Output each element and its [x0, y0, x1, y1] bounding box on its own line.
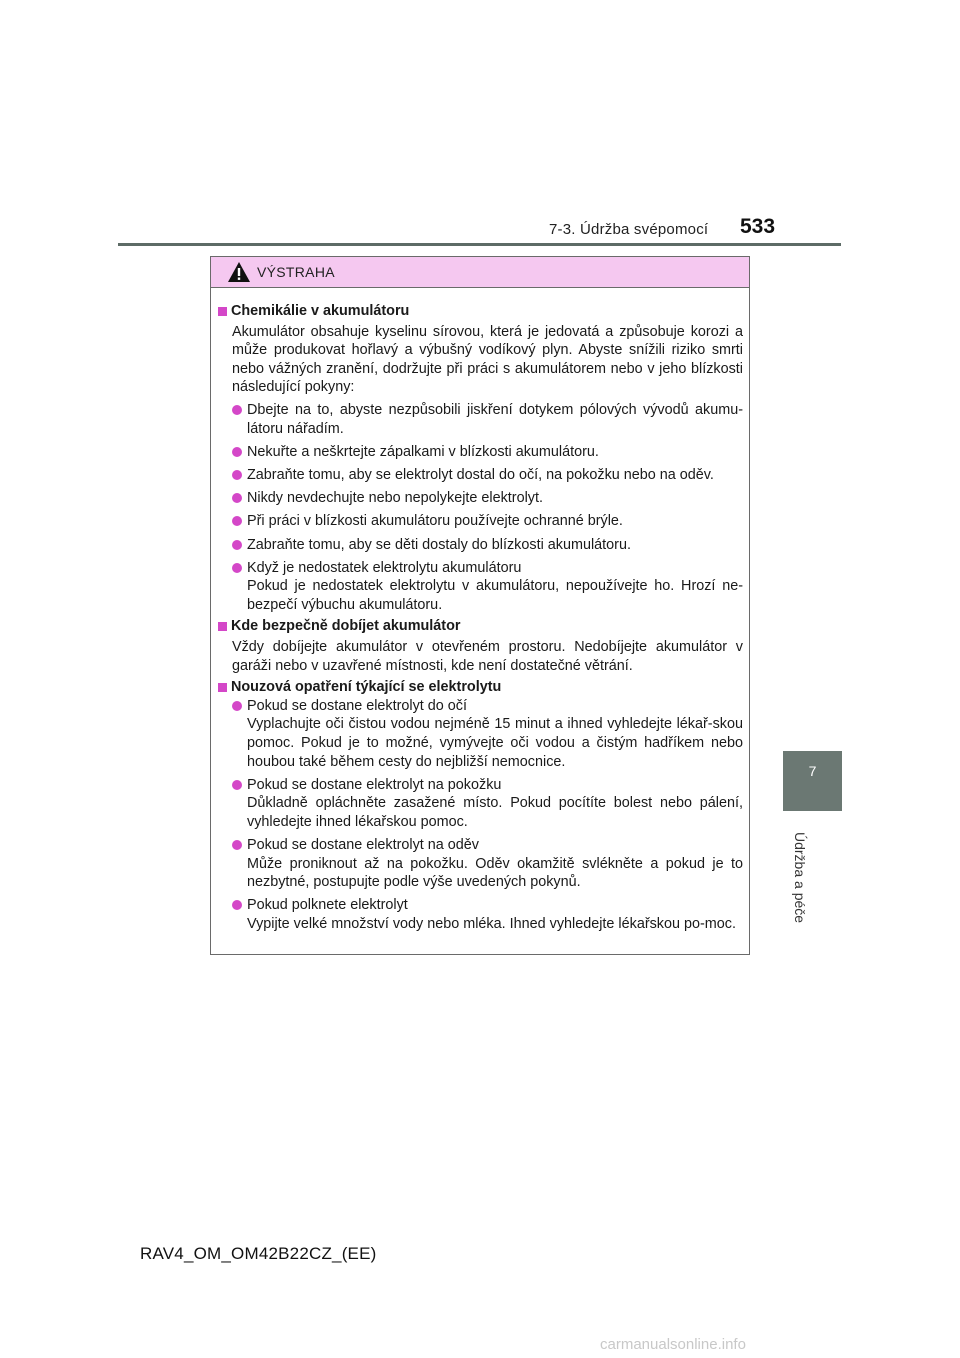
- header-rule: [118, 243, 841, 246]
- section-title-text: Chemikálie v akumulátoru: [231, 303, 410, 319]
- section-title: [218, 678, 743, 697]
- list-item: [232, 466, 743, 485]
- warning-box: [210, 256, 750, 955]
- document-code: RAV4_OM_OM42B22CZ_(EE): [140, 1244, 377, 1263]
- list-item-content: [247, 536, 743, 555]
- list-item-heading: Pokud se dostane elektrolyt na pokožku: [247, 776, 502, 793]
- list-item: [232, 512, 743, 531]
- list-item: [232, 401, 743, 438]
- dot-bullet-icon: [232, 780, 242, 790]
- list-item-heading: Když je nedostatek elektrolytu akumulátoru: [247, 559, 522, 576]
- list-item-content: [247, 466, 743, 485]
- page-number: 533: [740, 215, 776, 238]
- section-title: [218, 617, 743, 636]
- list-item-heading: Pokud polknete elektrolyt: [247, 897, 408, 914]
- list-item-content: [247, 776, 743, 832]
- list-item: [232, 776, 743, 832]
- list-item-text: Vyplachujte oči čistou vodou nejméně 15 minut a ihned vyhledejte lékař-skou pomoc. Pokud je to možné, vymývejte oči vodou a čistým hadříkem nebo houbou také během cesty do nejbližší nemocnice.: [247, 716, 743, 770]
- list-item-text: Vypijte velké množství vody nebo mléka. Ihned vyhledejte lékařskou po-moc.: [247, 915, 736, 932]
- list-item: [232, 697, 743, 771]
- warning-header: [211, 257, 749, 288]
- list-item-content: [247, 836, 743, 892]
- dot-bullet-icon: [232, 900, 242, 910]
- list-item-text: Pokud je nedostatek elektrolytu v akumulátoru, nepoužívejte ho. Hrozí ne-bezpečí výbuchu akumulátoru.: [247, 578, 743, 613]
- header-section-title: 7-3. Údržba svépomocí: [549, 221, 709, 238]
- list-item-text: Nekuřte a neškrtejte zápalkami v blízkosti akumulátoru.: [247, 444, 599, 461]
- dot-bullet-icon: [232, 516, 242, 526]
- section-electrolyte-emergency: [218, 678, 743, 933]
- list-item: [232, 489, 743, 508]
- square-bullet-icon: [218, 622, 227, 631]
- square-bullet-icon: [218, 307, 227, 316]
- list-item-content: [247, 697, 743, 771]
- dot-bullet-icon: [232, 563, 242, 573]
- dot-bullet-icon: [232, 840, 242, 850]
- section-title-text: Kde bezpečně dobíjet akumulátor: [231, 618, 461, 635]
- warning-body: [211, 288, 749, 933]
- list-item-content: [247, 512, 743, 531]
- list-item-content: [247, 489, 743, 508]
- section-paragraph: Vždy dobíjejte akumulátor v otevřeném prostoru. Nedobíjejte akumulátor v garáži nebo v uzavřené místnosti, kde není dostatečné větrání.: [232, 639, 743, 674]
- section-title-text: Nouzová opatření týkající se elektrolytu: [231, 679, 502, 696]
- list-item-heading: Pokud se dostane elektrolyt na oděv: [247, 836, 479, 853]
- list-item-text: Může proniknout až na pokožku. Oděv okamžitě svlékněte a pokud je to nezbytné, postupujte podle výše uvedených pokynů.: [247, 855, 743, 891]
- dot-bullet-icon: [232, 405, 242, 415]
- list-item: [232, 536, 743, 555]
- list-item-text: Při práci v blízkosti akumulátoru používejte ochranné brýle.: [247, 513, 623, 530]
- dot-bullet-icon: [232, 540, 242, 550]
- list-item: [232, 896, 743, 933]
- chapter-label-wrap: [770, 818, 830, 938]
- list-item-content: [247, 443, 743, 462]
- chapter-label: Údržba a péče: [792, 832, 808, 924]
- section-title: [218, 302, 743, 321]
- list-item-content: [247, 559, 743, 615]
- list-item: [232, 836, 743, 892]
- list-item-content: [247, 896, 743, 933]
- warning-triangle-icon: [227, 261, 251, 283]
- watermark: carmanualsonline.info: [600, 1336, 746, 1353]
- list-item: [232, 559, 743, 615]
- list-item-text: Důkladně opláchněte zasažené místo. Pokud pocítíte bolest nebo pálení, vyhledejte ihned lékařskou pomoc.: [247, 795, 743, 830]
- list-item-text: Dbejte na to, abyste nezpůsobili jiskření dotykem pólových vývodů akumu-látoru nářadím.: [247, 402, 743, 438]
- warning-title: VÝSTRAHA: [257, 264, 335, 280]
- chapter-number: 7: [808, 763, 817, 779]
- square-bullet-icon: [218, 683, 227, 692]
- dot-bullet-icon: [232, 447, 242, 457]
- dot-bullet-icon: [232, 493, 242, 503]
- dot-bullet-icon: [232, 470, 242, 480]
- list-item-text: Zabraňte tomu, aby se elektrolyt dostal do očí, na pokožku nebo na oděv.: [247, 467, 714, 484]
- list-item-text: Nikdy nevdechujte nebo nepolykejte elektrolyt.: [247, 490, 543, 507]
- section-paragraph: Akumulátor obsahuje kyselinu sírovou, která je jedovatá a způsobuje korozi a může produkovat hořlavý a výbušný vodíkový plyn. Abyste snížili riziko smrti nebo vážných zranění, dodržujte při práci s akumulátorem nebo v jeho blízkosti následující pokyny:: [232, 323, 743, 396]
- section-battery-chemicals: [218, 302, 743, 614]
- chapter-tab: [783, 751, 842, 811]
- list-item-content: [247, 401, 743, 438]
- section-charging-location: [218, 617, 743, 675]
- list-item-heading: Pokud se dostane elektrolyt do očí: [247, 697, 467, 714]
- list-item: [232, 443, 743, 462]
- list-item-text: Zabraňte tomu, aby se děti dostaly do blízkosti akumulátoru.: [247, 536, 631, 553]
- dot-bullet-icon: [232, 701, 242, 711]
